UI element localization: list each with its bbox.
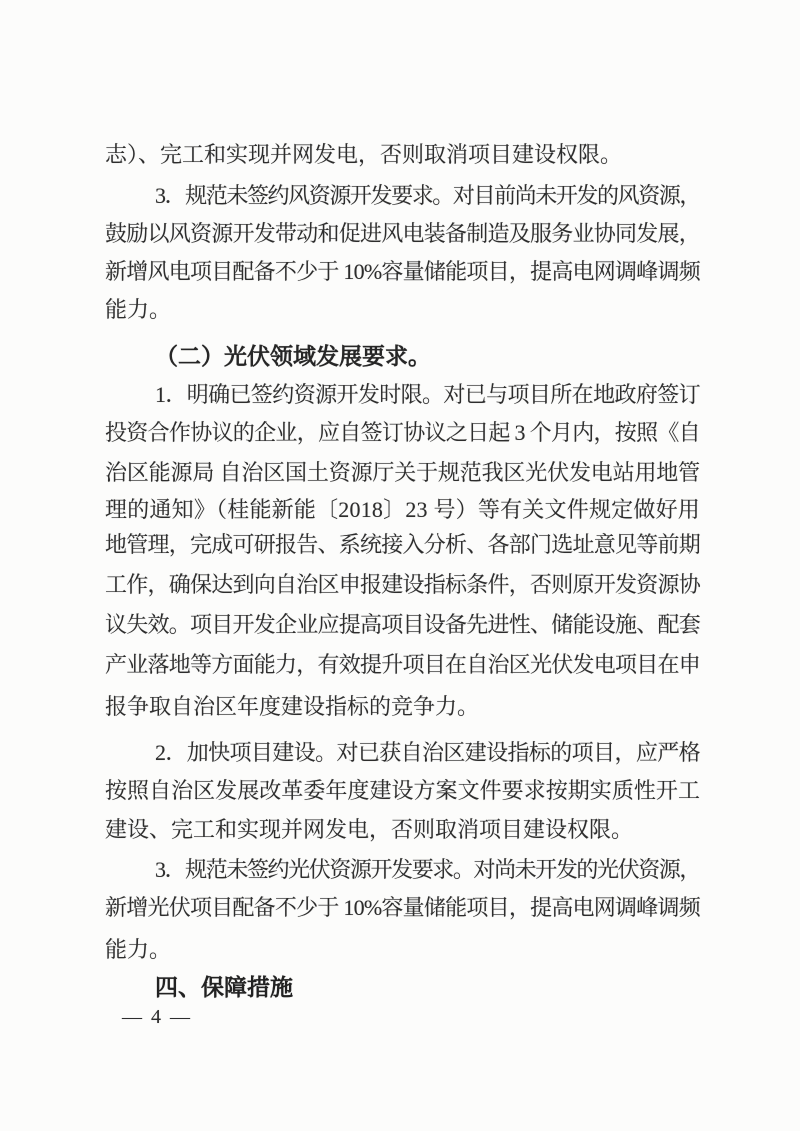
text-line [105, 257, 700, 287]
text-line [105, 738, 750, 768]
text-line-content: 按照自治区发展改革委年度建设方案文件要求按期实质性开工 [105, 778, 700, 803]
text-line-content: 治区能源局 自治区国土资源厅关于规范我区光伏发电站用地管 [105, 460, 700, 485]
text-line [105, 692, 700, 722]
text-line-content: 产业落地等方面能力，有效提升项目在自治区光伏发电项目在申 [105, 652, 700, 677]
text-line [105, 776, 700, 806]
text-line [105, 530, 700, 560]
text-line [105, 181, 750, 211]
text-line-content: 3．规范未签约风资源开发要求。对目前尚未开发的风资源， [155, 183, 700, 208]
text-line-content: 投资合作协议的企业，应自签订协议之日起 3 个月内，按照《自 [105, 420, 700, 445]
text-line [105, 893, 700, 923]
text-line-content: 报争取自治区年度建设指标的竞争力。 [105, 694, 480, 719]
text-line [105, 650, 700, 680]
text-line [105, 815, 700, 845]
text-line-content: 议失效。项目开发企业应提高项目设备先进性、储能设施、配套 [105, 612, 700, 637]
text-line-content: 志）、完工和实现并网发电，否则取消项目建设权限。 [105, 142, 623, 167]
text-line [105, 935, 700, 965]
text-line-content: 能力。 [105, 937, 172, 962]
text-line [105, 458, 700, 488]
text-line-content: 鼓励以风资源开发带动和促进风电装备制造及服务业协同发展， [105, 221, 700, 246]
text-line [105, 140, 700, 170]
text-line [105, 219, 700, 249]
text-line-content: 2．加快项目建设。对已获自治区建设指标的项目，应严格 [155, 740, 700, 765]
text-line-content: 理的通知》（桂能新能〔2018〕23 号）等有关文件规定做好用 [105, 497, 700, 522]
section-heading-photovoltaic [105, 342, 750, 372]
text-line-content: 能力。 [105, 297, 172, 322]
text-line [105, 295, 700, 325]
text-line [105, 380, 750, 410]
text-line-content: 地管理，完成可研报告、系统接入分析、各部门选址意见等前期 [105, 532, 700, 557]
text-line-content: （二）光伏领域发展要求。 [155, 344, 431, 369]
text-line-content: 3．规范未签约光伏资源开发要求。对尚未开发的光伏资源， [155, 857, 700, 882]
text-line [105, 495, 700, 525]
page-number: — 4 — [122, 1006, 192, 1028]
text-line-content: 四、保障措施 [155, 974, 293, 1000]
text-line-content: 1．明确已签约资源开发时限。对已与项目所在地政府签订 [155, 382, 700, 407]
text-line-content: 建设、完工和实现并网发电，否则取消项目建设权限。 [105, 817, 634, 842]
text-line [105, 855, 750, 885]
text-line [105, 570, 700, 600]
text-line-content: 新增光伏项目配备不少于 10%容量储能项目，提高电网调峰调频 [105, 895, 700, 920]
section-heading-safeguards [105, 972, 750, 1002]
text-line [105, 418, 700, 448]
text-line-content: 工作，确保达到向自治区申报建设指标条件，否则原开发资源协 [105, 572, 700, 597]
text-line [105, 610, 700, 640]
text-line-content: 新增风电项目配备不少于 10%容量储能项目，提高电网调峰调频 [105, 259, 700, 284]
